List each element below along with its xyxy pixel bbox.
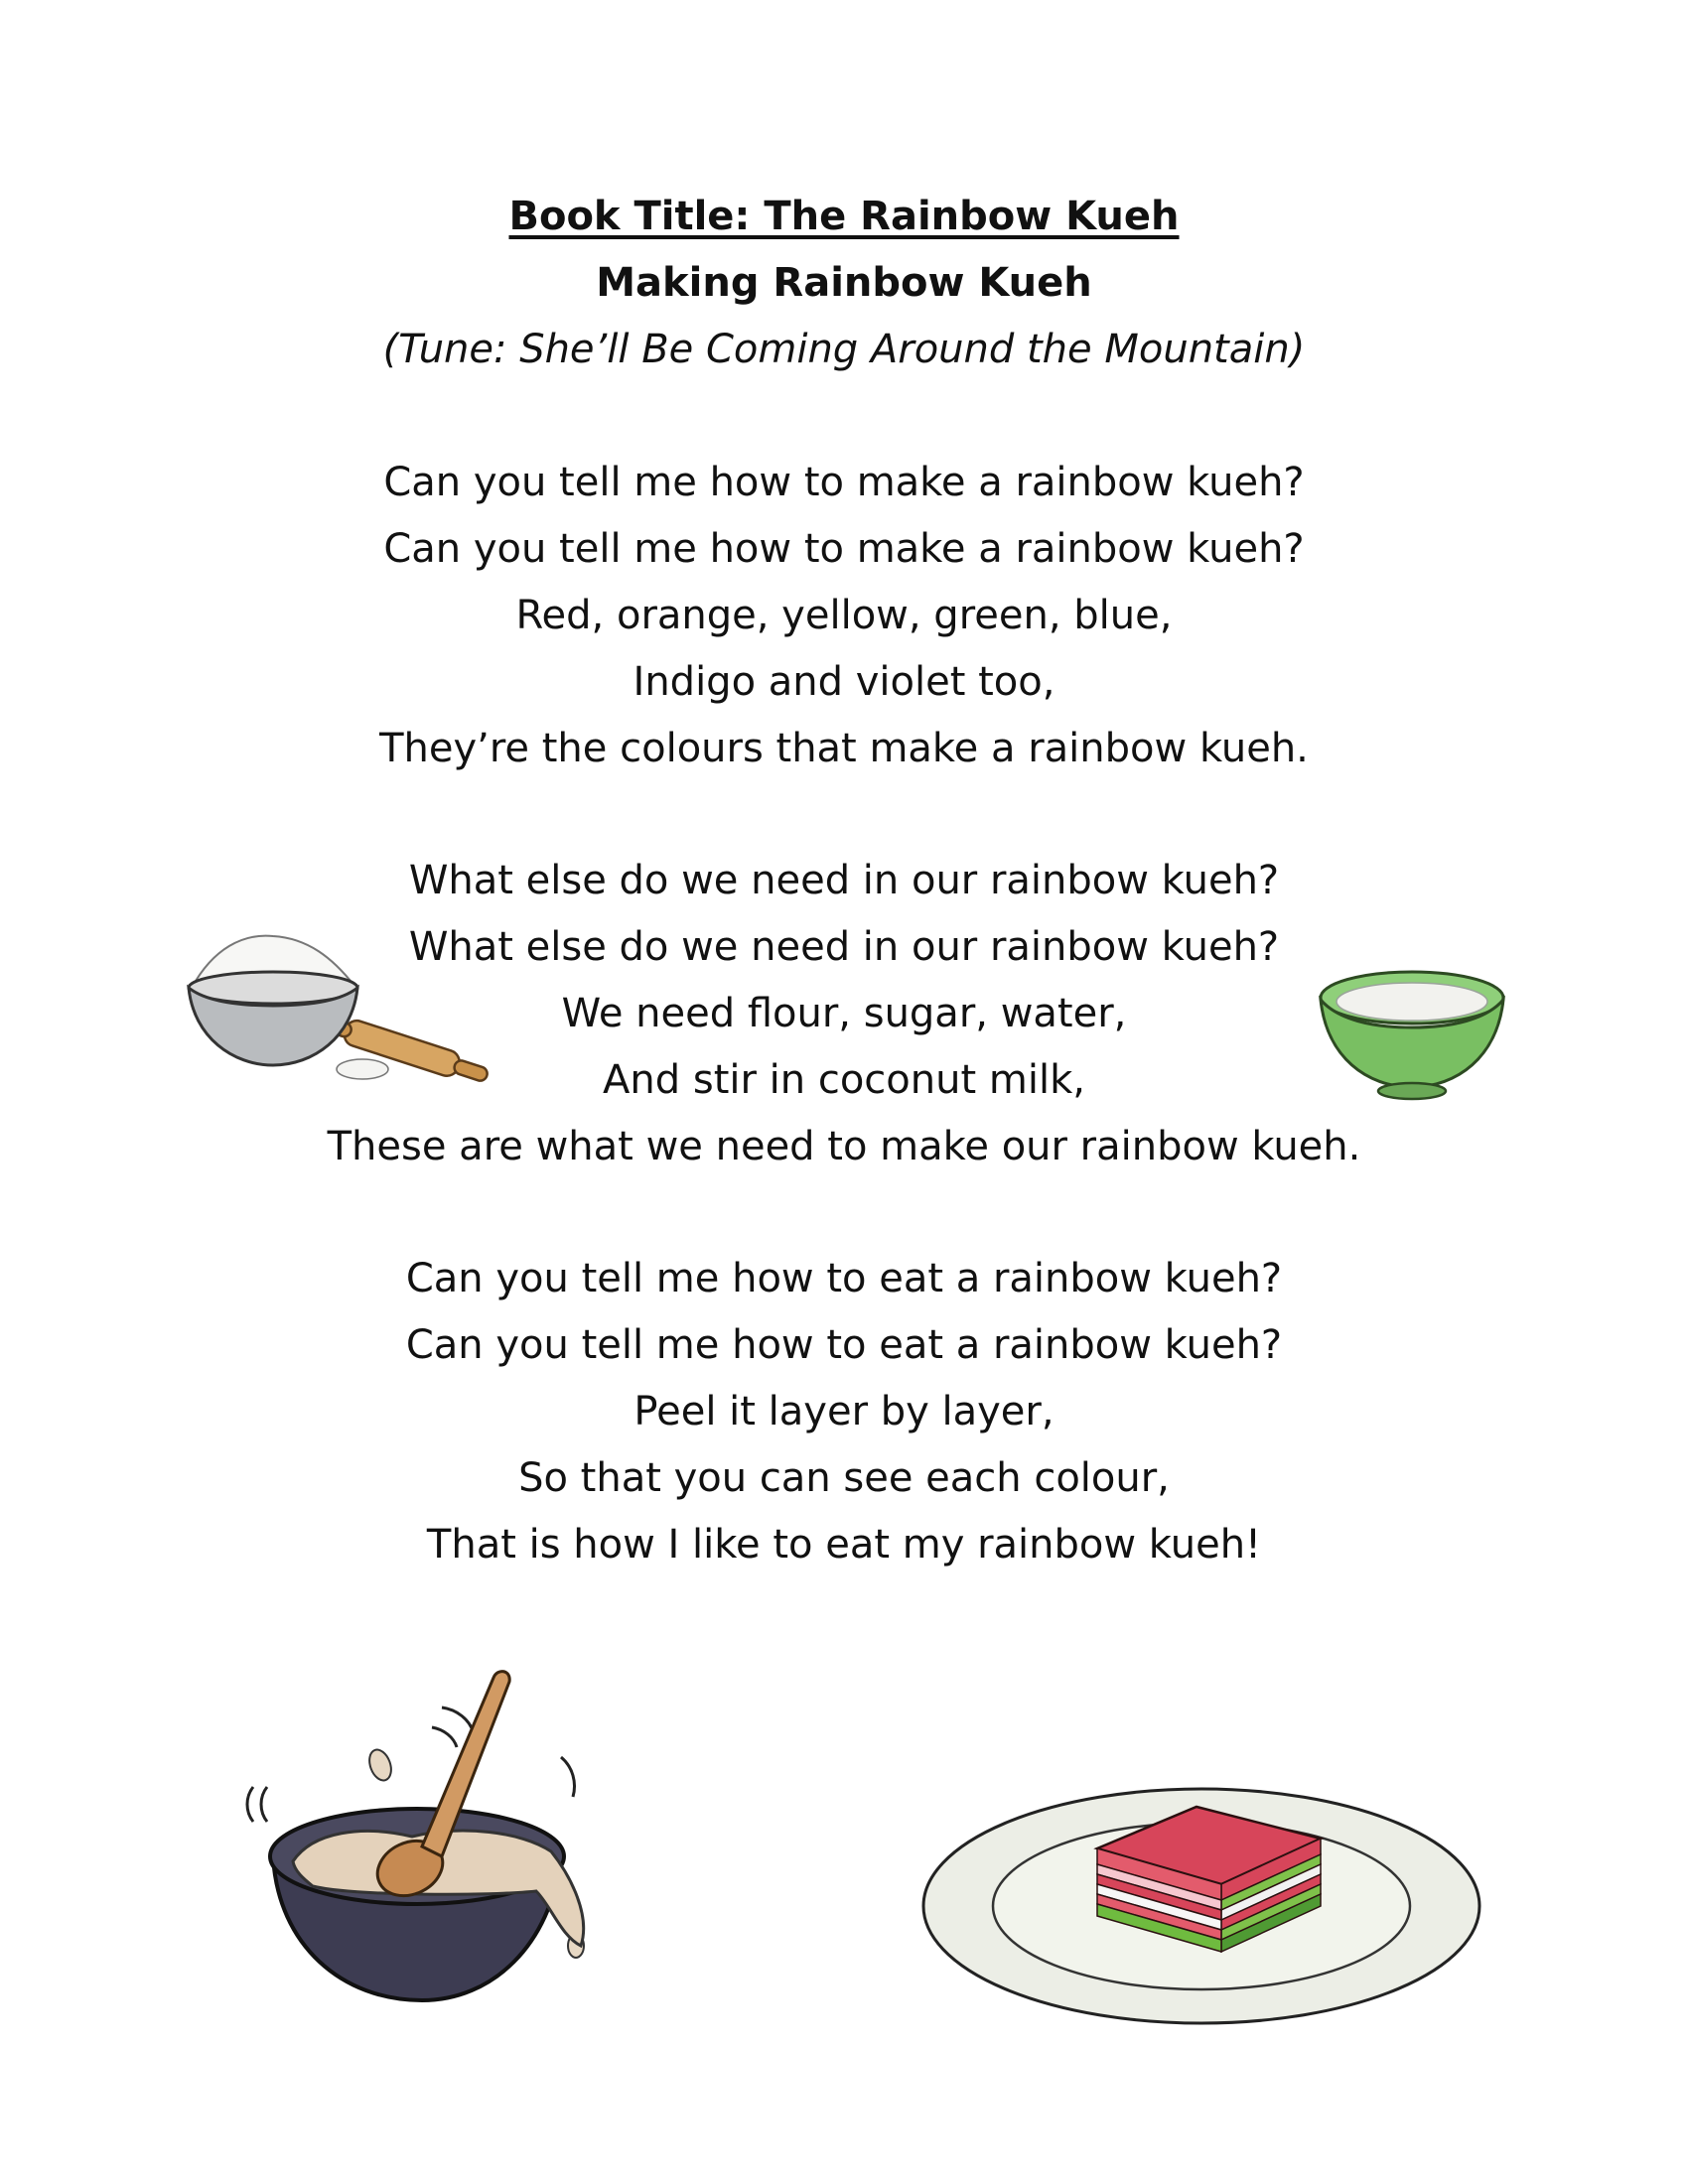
verse-1-line-1: Can you tell me how to make a rainbow kueh? [383,460,1305,505]
verse-3-line-5: That is how I like to eat my rainbow kueh! [426,1522,1262,1568]
verse-1-line-4: Indigo and violet too, [633,659,1055,705]
verse-2-line-1: What else do we need in our rainbow kueh? [408,858,1280,903]
verse-1-line-3: Red, orange, yellow, green, blue, [515,593,1173,638]
verse-2-line-3: We need flour, sugar, water, [561,991,1127,1036]
verse-3-line-2: Can you tell me how to eat a rainbow kueh? [405,1322,1283,1368]
song-title: Making Rainbow Kueh [596,260,1092,306]
book-title: Book Title: The Rainbow Kueh [508,194,1180,239]
verse-1-line-2: Can you tell me how to make a rainbow kueh? [383,526,1305,572]
verse-3-line-4: So that you can see each colour, [518,1455,1170,1501]
rainbow-kueh-plate-icon [914,1757,1489,2055]
verse-2-line-5: These are what we need to make our rainbow kueh. [327,1124,1361,1169]
verse-2-line-2: What else do we need in our rainbow kueh? [408,924,1280,970]
verse-2-line-4: And stir in coconut milk, [603,1057,1085,1103]
verse-3-line-1: Can you tell me how to eat a rainbow kueh? [405,1256,1283,1301]
verse-1-line-5: They’re the colours that make a rainbow kueh. [379,726,1309,771]
mixing-bowl-spoon-icon [233,1648,650,2025]
coconut-milk-bowl-icon [1313,958,1511,1107]
flour-bowl-rolling-pin-icon [174,928,492,1097]
tune-note: (Tune: She’ll Be Coming Around the Mountain) [382,327,1306,372]
verse-3-line-3: Peel it layer by layer, [633,1389,1055,1434]
